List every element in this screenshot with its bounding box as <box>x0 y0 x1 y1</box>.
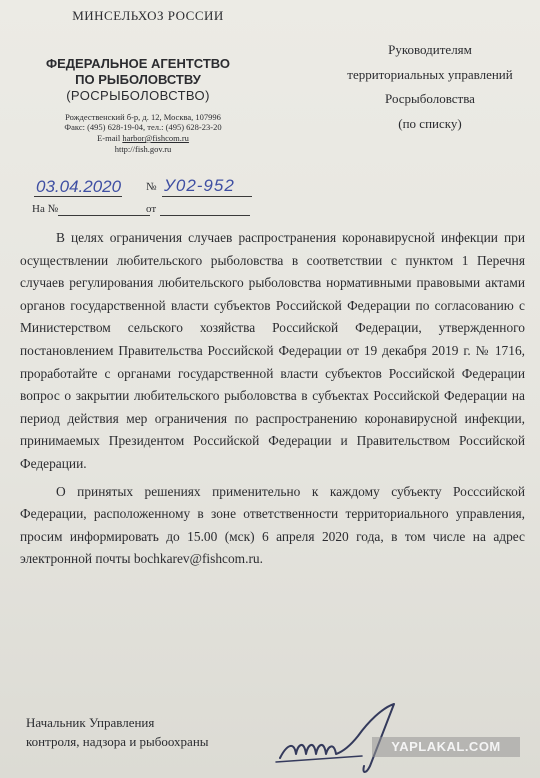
ministry-name: МИНСЕЛЬХОЗ РОССИИ <box>72 8 224 23</box>
addressee-line4: (по списку) <box>398 116 462 132</box>
agency-name <box>18 56 258 87</box>
body-paragraph-2: О принятых решениях применительно к каждому субъекту Росссийской Федерации, расположенному в зоне ответственности территориального управления, просим информировать до 15.00 (мск) 6 апреля 2020 года, в том числе на адрес электронной почты bochkarev@fishcom.ru. <box>20 483 525 567</box>
agency-name-line2: ПО РЫБОЛОВСТВУ <box>75 71 201 87</box>
signatory-line1: Начальник Управления <box>26 715 155 730</box>
agency-address: Рождественский б-р, д. 12, Москва, 107996 <box>65 111 221 122</box>
reference-underline <box>58 215 150 216</box>
number-label: № <box>146 181 157 193</box>
from-label: от <box>146 203 157 215</box>
handwritten-signature <box>272 696 422 776</box>
agency-website-link[interactable]: http://fish.gov.ru <box>114 143 172 154</box>
addressee-line3: Росрыболовства <box>385 91 475 107</box>
registration-line <box>32 177 252 197</box>
letter-date: 03.04.2020 <box>36 177 122 196</box>
agency-short-name: (РОСРЫБОЛОВСТВО) <box>66 88 210 104</box>
agency-email-row <box>28 133 258 144</box>
date-underline <box>34 196 122 197</box>
from-underline <box>160 215 250 216</box>
signatory-line2: контроля, надзора и рыбоохраны <box>26 734 209 749</box>
addressee-block <box>330 38 530 137</box>
agency-name-line1: ФЕДЕРАЛЬНОЕ АГЕНТСТВО <box>46 56 230 72</box>
addressee-line1: Руководителям <box>388 42 472 57</box>
email-label: E-mail <box>97 132 121 143</box>
site-watermark: YAPLAKAL.COM <box>372 737 520 757</box>
addressee-line2: территориальных управлений <box>347 66 513 82</box>
letter-number: У02-952 <box>164 176 235 195</box>
reference-line <box>32 203 252 221</box>
agency-contacts <box>28 112 258 155</box>
agency-phone: Факс: (495) 628-19-04, тел.: (495) 628-23-20 <box>64 122 222 133</box>
letter-body <box>20 227 525 571</box>
reference-label: На № <box>32 203 59 215</box>
signatory-block <box>26 713 209 751</box>
number-underline <box>162 196 252 197</box>
letterhead <box>18 8 258 154</box>
body-paragraph-1: В целях ограничения случаев распространения коронавирусной инфекции при осуществлении любительского рыболовства в соответствии с пунктом 1 Перечня случаев регулирования любительского рыболовства нормативными правовыми актами органов государственной власти субъектов Российской Федерации по согласованию с Министерством сельского хозяйства Российской Федерации, утвержденного постановлением Правительства Российской Федерации от 19 декабря 2019 г. № 1716, проработайте с органами государственной власти субъектов Российской Федерации вопрос о закрытии любительского рыболовства в субъектах Российской Федерации на период действия мер ограничения по распространению коронавирусной инфекции, принимаемых Президентом Российской Федерации и Правительством Российской Федерации. <box>20 230 525 471</box>
agency-email-link[interactable]: harbor@fishcom.ru <box>122 132 189 143</box>
